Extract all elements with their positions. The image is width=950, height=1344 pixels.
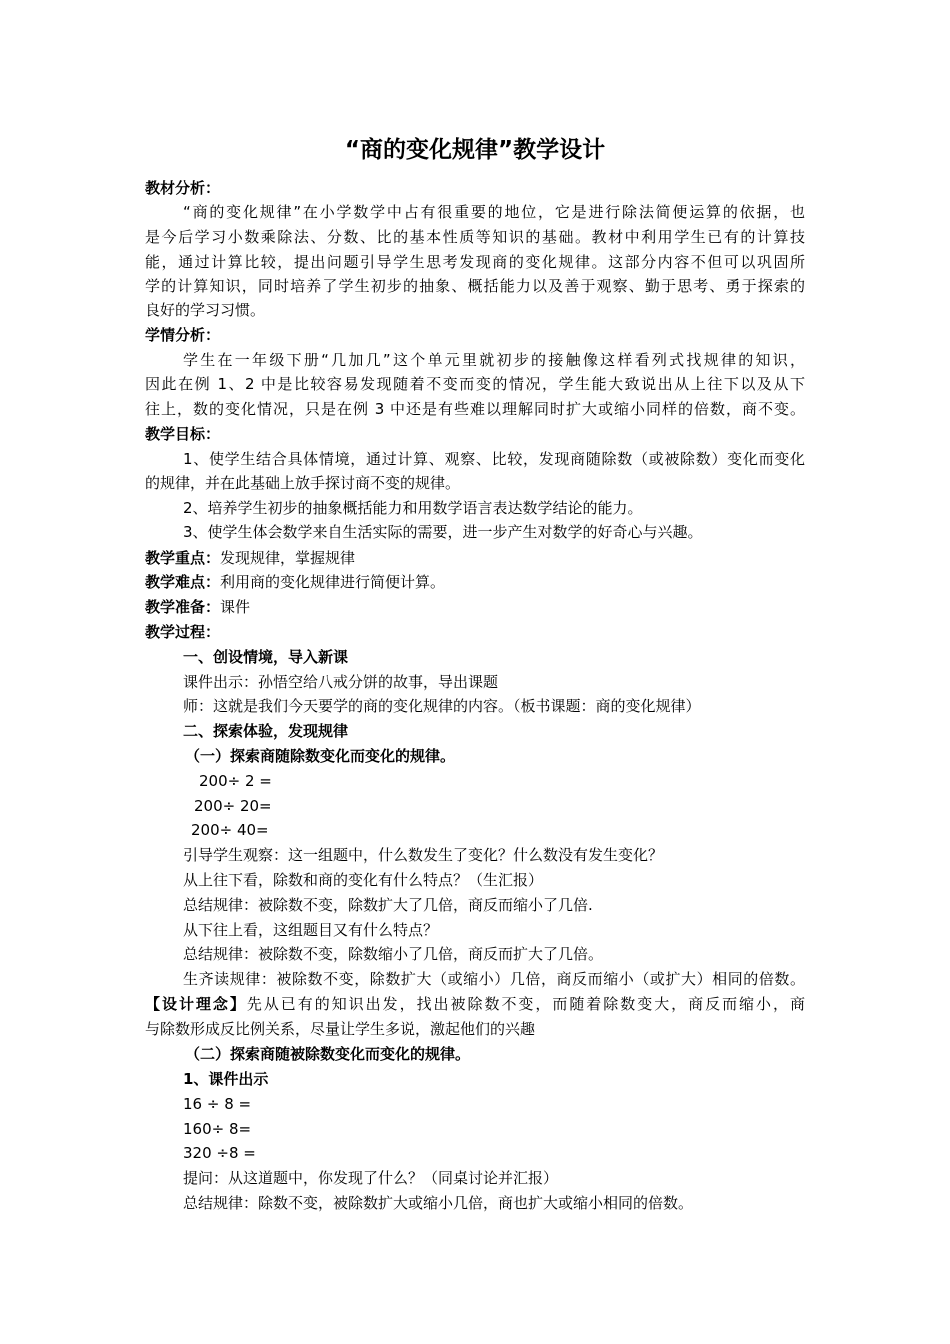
- equation: 200÷ 2 =: [199, 772, 272, 790]
- equation: 16 ÷ 8 =: [183, 1095, 252, 1113]
- paragraph-line: 总结规律：被除数不变，除数扩大了几倍，商反而缩小了几倍.: [183, 896, 593, 914]
- difficulty-line: [145, 570, 445, 594]
- sub2-title: （二）探索商随被除数变化而变化的规律。: [185, 1045, 471, 1063]
- paragraph-line: 是今后学习小数乘除法、分数、比的基本性质等知识的基础。教材中利用学生已有的计算技: [145, 228, 805, 246]
- paragraph-line: 师：这就是我们今天要学的商的变化规律的内容。（板书课题：商的变化规律）: [183, 697, 701, 715]
- design-concept-text: 先从已有的知识出发，找出被除数不变，而随着除数变大，商反而缩小，商: [246, 995, 805, 1013]
- section-heading-process: 教学过程：: [145, 623, 221, 641]
- design-concept-line: [145, 992, 805, 1016]
- design-concept-label: 【设计理念】: [145, 995, 247, 1013]
- equation: 160÷ 8=: [183, 1120, 252, 1138]
- paragraph-line: 学的计算知识，同时培养了学生初步的抽象、概括能力以及善于观察、勤于思考、勇于探索的: [145, 277, 805, 295]
- difficulty-value: 利用商的变化规律进行简便计算。: [220, 573, 446, 591]
- paragraph-line: 能，通过计算比较，提出问题引导学生思考发现商的变化规律。这部分内容不但可以巩固所: [145, 253, 805, 271]
- paragraph-line: 因此在例 1、2 中是比较容易发现随着不变而变的情况，学生能大致说出从上往下以及从下: [145, 375, 805, 393]
- paragraph-line: 的规律，并在此基础上放手探讨商不变的规律。: [145, 474, 461, 492]
- section-heading-textbook-analysis: 教材分析：: [145, 179, 221, 197]
- paragraph-line: 从下往上看，这组题目又有什么特点？: [183, 921, 439, 939]
- difficulty-label: 教学难点：: [145, 573, 221, 591]
- paragraph-line: 学生在一年级下册“几加几”这个单元里就初步的接触像这样看列式找规律的知识，: [183, 351, 805, 369]
- sub1-title: （一）探索商随除数变化而变化的规律。: [185, 747, 456, 765]
- preparation-label: 教学准备：: [145, 598, 221, 616]
- document-title: “商的变化规律”教学设计: [344, 137, 606, 163]
- paragraph-line: 2、培养学生初步的抽象概括能力和用数学语言表达数学结论的能力。: [183, 499, 643, 517]
- equation: 320 ÷8 =: [183, 1144, 256, 1162]
- paragraph-line: “商的变化规律”在小学数学中占有很重要的地位，它是进行除法简便运算的依据，也: [183, 203, 805, 221]
- paragraph-line: 总结规律：被除数不变，除数缩小了几倍，商反而扩大了几倍。: [183, 945, 604, 963]
- paragraph-line: 课件出示：孙悟空给八戒分饼的故事，导出课题: [183, 673, 499, 691]
- process-part1-title: 一、创设情境，导入新课: [183, 648, 349, 666]
- equation: 200÷ 40=: [191, 821, 269, 839]
- paragraph-line: 总结规律：除数不变，被除数扩大或缩小几倍，商也扩大或缩小相同的倍数。: [183, 1194, 694, 1212]
- paragraph-line: 从上往下看，除数和商的变化有什么特点？（生汇报）: [183, 871, 544, 889]
- section-heading-goals: 教学目标：: [145, 425, 221, 443]
- preparation-line: [145, 595, 250, 619]
- preparation-value: 课件: [220, 598, 251, 616]
- equation: 200÷ 20=: [194, 797, 272, 815]
- key-point-value: 发现规律，掌握规律: [220, 549, 356, 567]
- paragraph-line: 提问：从这道题中，你发现了什么？（同桌讨论并汇报）: [183, 1169, 559, 1187]
- paragraph-line: 与除数形成反比例关系，尽量让学生多说，激起他们的兴趣: [145, 1020, 536, 1038]
- process-part2-title: 二、探索体验，发现规律: [183, 722, 349, 740]
- paragraph-line: 生齐读规律：被除数不变，除数扩大（或缩小）几倍，商反而缩小（或扩大）相同的倍数。: [183, 970, 805, 988]
- paragraph-line: 1、使学生结合具体情境，通过计算、观察、比较，发现商随除数（或被除数）变化而变化: [183, 450, 805, 468]
- paragraph-line: 往上，数的变化情况，只是在例 3 中还是有些难以理解同时扩大或缩小同样的倍数，商不变。: [145, 400, 805, 418]
- section-heading-student-analysis: 学情分析：: [145, 326, 221, 344]
- key-point-line: [145, 546, 355, 570]
- sub2-step: 1、课件出示: [183, 1070, 269, 1088]
- paragraph-line: 引导学生观察：这一组题中，什么数发生了变化？什么数没有发生变化？: [183, 846, 664, 864]
- key-point-label: 教学重点：: [145, 549, 221, 567]
- paragraph-line: 良好的学习习惯。: [145, 301, 266, 319]
- paragraph-line: 3、使学生体会数学来自生活实际的需要，进一步产生对数学的好奇心与兴趣。: [183, 523, 703, 541]
